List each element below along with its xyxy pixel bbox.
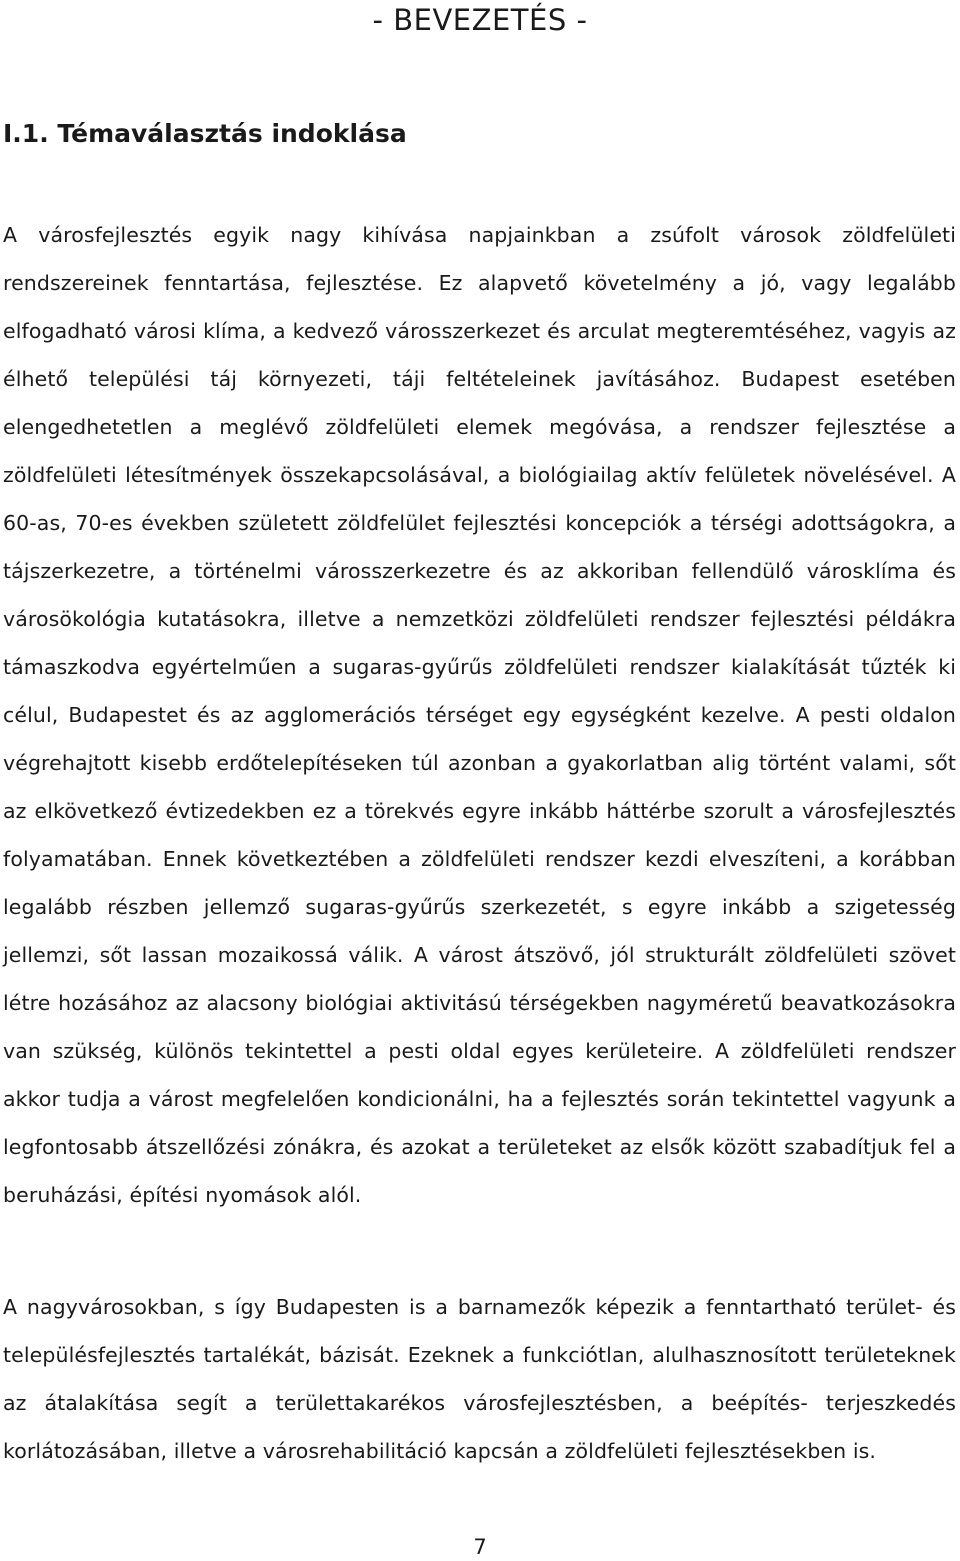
paragraph-1: A városfejlesztés egyik nagy kihívása napjainkban a zsúfolt városok zöldfelületi rendszereinek fenntartása, fejlesztése. Ez alapvető követelmény a jó, vagy legalább elfogadható városi klíma, a kedvező városszerkezet és arculat megteremtéséhez, vagyis az élhető települési táj környezeti, táji feltételeinek javításához. Budapest esetében elengedhetetlen a meglévő zöldfelületi elemek megóvása, a rendszer fejlesztése a zöldfelületi létesítmények összekapcsolásával, a biológiailag aktív felületek növelésével. A 60-as, 70-es években született zöldfelület fejlesztési koncepciók a térségi adottságokra, a tájszerkezetre, a történelmi városszerkezetre és az akkoriban fellendülő városklíma és városökológia kutatásokra, illetve a nemzetközi zöldfelületi rendszer fejlesztési példákra támaszkodva egyértelműen a sugaras-gyűrűs zöldfelületi rendszer kialakítását tűzték ki célul, Budapestet és az agglomerációs térséget egy egységként kezelve. A pesti oldalon végrehajtott kisebb erdőtelepítéseken túl azonban a gyakorlatban alig történt valami, sőt az elkövetkező évtizedekben ez a törekvés egyre inkább háttérbe szorult a városfejlesztés folyamatában. Ennek következtében a zöldfelületi rendszer kezdi elveszíteni, a korábban legalább részben jellemző sugaras-gyűrűs szerkezetét, s egyre inkább a szigetesség jellemzi, sőt lassan mozaikossá válik. A várost átszövő, jól strukturált zöldfelületi szövet létre hozásához az alacsony biológiai aktivitású térségekben nagyméretű beavatkozásokra van szükség, különös tekintettel a pesti oldal egyes kerületeire. A zöldfelületi rendszer akkor tudja a várost megfelelően kondicionálni, ha a fejlesztés során tekintettel vagyunk a legfontosabb átszellőzési zónákra, és azokat a területeket az elsők között szabadítjuk fel a beruházási, építési nyomások alól.: [3, 223, 956, 1207]
section-heading: I.1. Témaválasztás indoklása: [3, 119, 407, 148]
page-number: 7: [473, 1535, 487, 1559]
paragraph-2: A nagyvárosokban, s így Budapesten is a barnamezők képezik a fenntartható terület- és településfejlesztés tartalékát, bázisát. Ezeknek a funkciótlan, alulhasznosított területeknek az átalakítása segít a területtakarékos városfejlesztésben, a beépítés- terjeszkedés korlátozásában, illetve a városrehabilitáció kapcsán a zöldfelületi fejlesztésekben is.: [3, 1295, 956, 1463]
page-title: - BEVEZETÉS -: [372, 3, 588, 37]
